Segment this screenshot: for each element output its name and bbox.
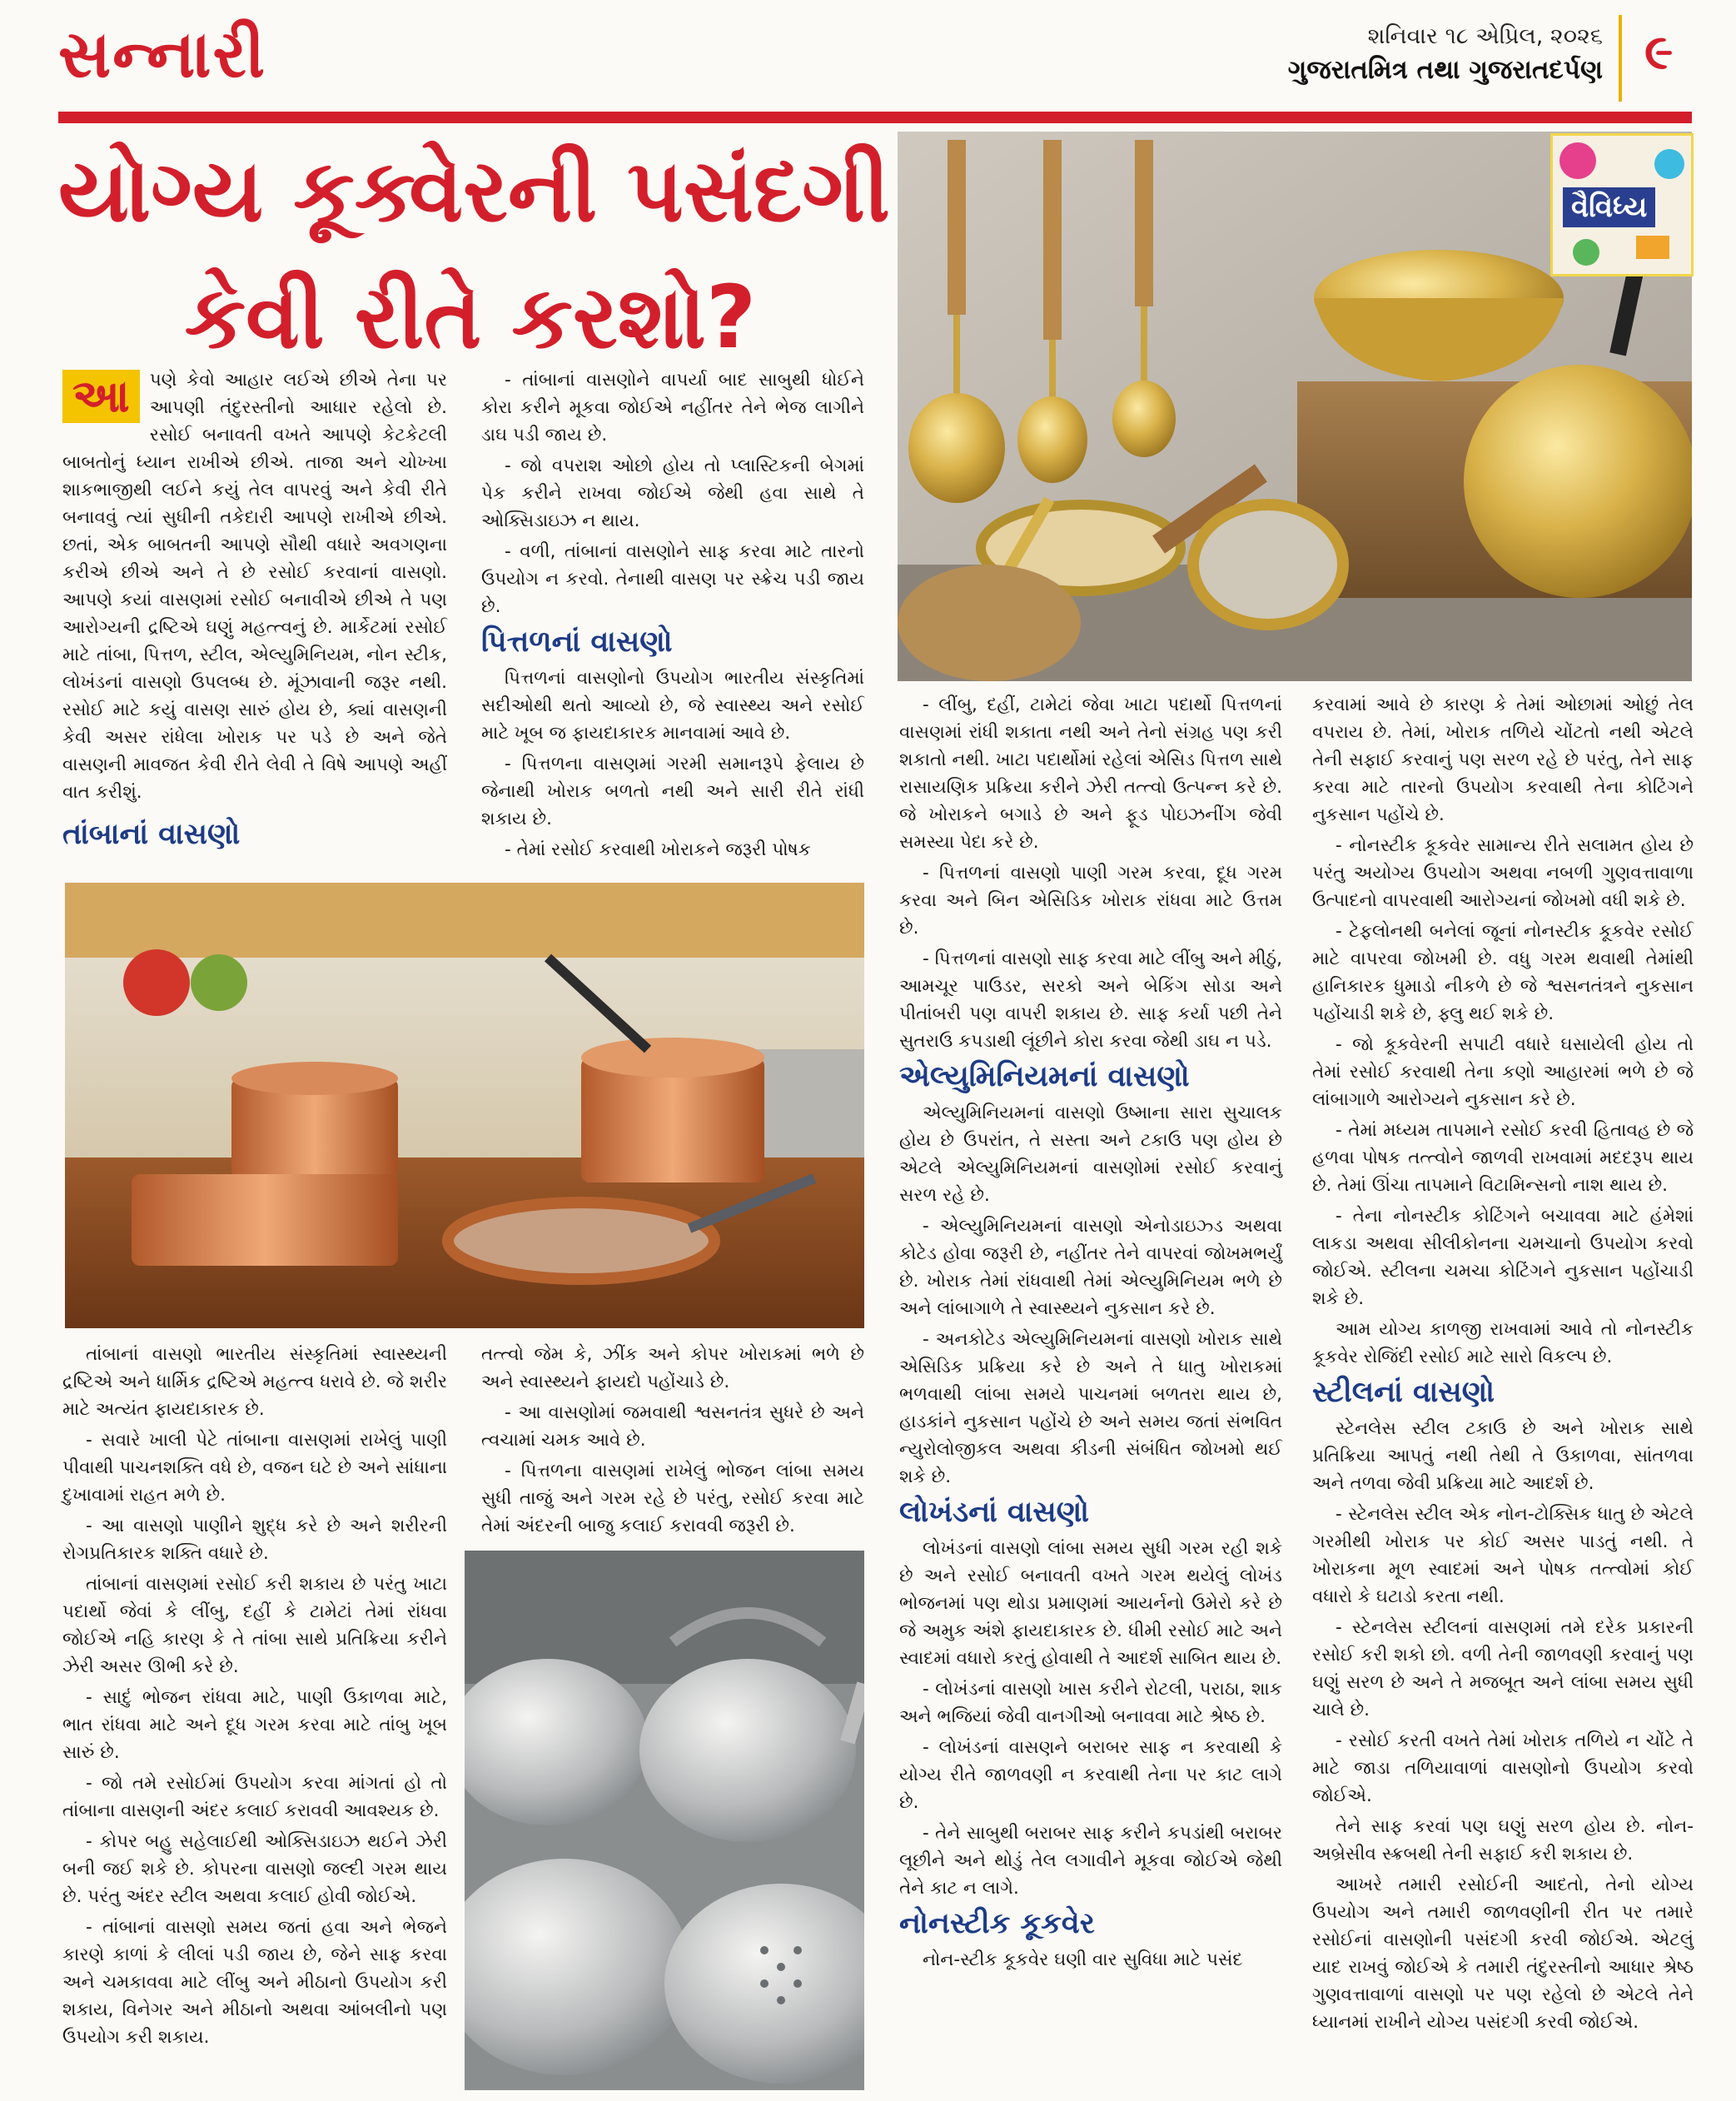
paragraph: - તેના નોનસ્ટીક કોટિંગને બચાવવા માટે હંમેશાં લાકડા અથવા સીલીકોનના ચમચાનો ઉપયોગ કરવો જોઈએ. સ્ટીલના ચમચા કોટિંગને નુકસાન પહોંચાડી શકે છે. xyxy=(1312,1206,1694,1309)
paragraph: - લીંબુ, દહીં, ટામેટાં જેવા ખાટા પદાર્થો પિત્તળનાં વાસણમાં રાંધી શકાતા નથી અને તેનો સંગ્રહ પણ કરી શકાતો નથી. ખાટા પદાર્થોમાં રહેલાં એસિડ પિત્તળ સાથે રાસાયણિક પ્રક્રિયા કરીને ઝેરી તત્ત્વો ઉત્પન્ન કરે છે. જે ખોરાકને બગાડે છે અને ફૂડ પોઇઝનીંગ જેવી સમસ્યા પેદા કરે છે. xyxy=(899,695,1282,853)
paragraph: - સ્ટેનલેસ સ્ટીલનાં વાસણમાં તમે દરેક પ્રકારની રસોઈ કરી શકો છો. વળી તેની જાળવણી કરવાનું પણ ઘણું સરળ છે અને તે મજબૂત અને લાંબા સમય સુધી ચાલે છે. xyxy=(1312,1617,1694,1720)
headline-line-2: કેવી રીતે કરશો? xyxy=(184,266,757,368)
paragraph: - કોપર બહુ સહેલાઈથી ઓક્સિડાઇઝ થઈને ઝેરી બની જઈ શકે છે. કોપરના વાસણો જલ્દી ગરમ થાય છે. પરંતુ અંદર સ્ટીલ અથવા કલાઈ હોવી જોઈએ. xyxy=(62,1831,447,1907)
paragraph: નોન-સ્ટીક કૂકવેર ઘણી વાર સુવિધા માટે પસંદ xyxy=(923,1949,1243,1970)
paragraph: - પિત્તળના વાસણમાં રાખેલું ભોજન લાંબા સમય સુધી તાજું અને ગરમ રહે છે પરંતુ, રસોઈ કરવા માટે તેમાં અંદરની બાજુ કલાઈ કરાવવી જરૂરી છે. xyxy=(481,1461,864,1536)
section-badge xyxy=(1550,133,1694,276)
paragraph: લોખંડનાં વાસણો લાંબા સમય સુધી ગરમ રહી શકે છે અને રસોઈ બનાવતી વખતે ગરમ થયેલું લોખંડ ભોજનમાં પણ થોડા પ્રમાણમાં આયર્નનો ઉમેરો કરે છે જે અમુક અંશે ફાયદાકારક છે. ધીમી રસોઈ માટે અને સ્વાદમાં વધારો કરતું હોવાથી તે આદર્શ સાબિત થાય છે. xyxy=(899,1538,1282,1669)
intro-text: પણે કેવો આહાર લઈએ છીએ તેના પર આપણી તંદુરસ્તીનો આધાર રહેલો છે. રસોઈ બનાવતી વખતે આપણે કેટકેટલી બાબતોનું ધ્યાન રાખીએ છીએ. તાજા અને ચોખ્ખા શાકભાજીથી લઈને કયું તેલ વાપરવું અને કેવી રીતે બનાવવું ત્યાં સુધીની તકેદારી આપણે રાખીએ છીએ. છતાં, એક બાબતની આપણે સૌથી વધારે અવગણના કરીએ છીએ અને તે છે રસોઈ કરવાનાં વાસણો. આપણે કયાં વાસણમાં રસોઈ બનાવીએ છીએ તે પણ આરોગ્યની દ્રષ્ટિએ ઘણું મહત્ત્વનું છે. માર્કેટમાં રસોઈ માટે તાંબા, પિત્તળ, સ્ટીલ, એલ્યુમિનિયમ, નોન સ્ટીક, લોખંડનાં વાસણો ઉપલબ્ધ છે. મૂંઝાવાની જરૂર નથી. રસોઈ માટે કયું વાસણ સારું હોય છે, ક્યાં વાસણની કેવી અસર રાંધેલા ખોરાક પર પડે છે અને જેતે વાસણની માવજત કેવી રીતે લેવી તે વિષે આપણે અહીં વાત કરીશું. xyxy=(62,370,447,803)
paragraph: - સવારે ખાલી પેટે તાંબાના વાસણમાં રાખેલું પાણી પીવાથી પાચનશક્તિ વધે છે, વજન ઘટે છે અને સાંધાના દુખાવામાં રાહત મળે છે. xyxy=(62,1430,447,1506)
badge-label: વૈવિધ્ય xyxy=(1563,187,1655,227)
column-2-bottom xyxy=(481,1341,864,1543)
headline-line-1: યોગ્ય કૂક્વેરની પસંદગી xyxy=(58,140,890,241)
paragraph: - એલ્યુમિનિયમનાં વાસણો એનોડાઇઝ્ડ અથવા કોટેડ હોવા જરૂરી છે, નહીંતર તેને વાપરવાં જોખમભર્યું છે. ખોરાક તેમાં રાંધવાથી તેમાં એલ્યુમિનિયમ ભળે છે અને લાંબાગાળે તે સ્વાસ્થ્યને નુકસાન કરે છે. xyxy=(899,1216,1282,1319)
paragraph: - તેને સાબુથી બરાબર સાફ કરીને કપડાંથી બરાબર લૂછીને અને થોડું તેલ લગાવીને મૂકવા જોઈએ જેથી તેને કાટ ન લાગે. xyxy=(899,1823,1282,1899)
paragraph: તત્ત્વો જેમ કે, ઝીંક અને કોપર ખોરાકમાં ભળે છે અને સ્વાસ્થ્યને ફાયદો પહોંચાડે છે. xyxy=(481,1344,864,1392)
paragraph: પિત્તળનાં વાસણોનો ઉપયોગ ભારતીય સંસ્કૃતિમાં સદીઓથી થતો આવ્યો છે, જે સ્વાસ્થ્ય અને રસોઈ માટે ખૂબ જ ફાયદાકારક માનવામાં આવે છે. xyxy=(481,668,864,744)
paragraph: - જો તમે રસોઈમાં ઉપયોગ કરવા માંગતાં હો તો તાંબાના વાસણની અંદર કલાઈ કરાવવી આવશ્યક છે. xyxy=(62,1773,447,1821)
column-3 xyxy=(899,691,1282,1977)
header-divider xyxy=(1619,15,1622,102)
page-number: ૯ xyxy=(1644,23,1674,80)
drop-cap: આ xyxy=(62,370,140,423)
heading-brass: પિત્તળનાં વાસણો xyxy=(481,625,673,659)
heading-nonstick: નોનસ્ટીક કૂકવેર xyxy=(899,1907,1095,1940)
paragraph: કરવામાં આવે છે કારણ કે તેમાં ઓછામાં ઓછું તેલ વપરાય છે. તેમાં, ખોરાક તળિયે ચોંટતો નથી એટલે તેની સફાઈ કરવાનું પણ સરળ રહે છે પરંતુ, તેને સાફ કરવા માટે તારનો ઉપયોગ કરવાથી તેના કોટિંગને નુકસાન પહોંચે છે. xyxy=(1312,695,1694,825)
paragraph: તેને સાફ કરવાં પણ ઘણું સરળ હોય છે. નોન-અબ્રેસીવ સ્ક્રબથી તેની સફાઈ કરી શકાય છે. xyxy=(1312,1816,1694,1865)
paragraph: આખરે તમારી રસોઈની આદતો, તેનો યોગ્ય ઉપયોગ અને તમારી જાળવણીની રીત પર તમારે રસોઈનાં વાસણોની પસંદગી કરવી જોઈએ. એટલું યાદ રાખવું જોઈએ કે તમારી તંદુરસ્તીનો આધાર શ્રેષ્ઠ ગુણવત્તાવાળાં વાસણો પર પણ રહેલો છે એટલે તેને ધ્યાનમાં રાખીને યોગ્ય પસંદગી કરવી જોઈએ. xyxy=(1312,1874,1694,2033)
paragraph: - તાંબાનાં વાસણોને વાપર્યા બાદ સાબુથી ધોઈને કોરા કરીને મૂકવા જોઈએ નહીંતર તેને ભેજ લાગીને ડાઘ પડી જાય છે. xyxy=(481,370,864,446)
header-red-rule xyxy=(58,112,1692,123)
masthead: સન્નારી xyxy=(58,17,267,92)
paragraph: - પિત્તળનાં વાસણો સાફ કરવા માટે લીંબુ અને મીઠું, આમચૂર પાઉડર, સરકો અને બેકિંગ સોડા અને પીતાંબરી પણ વાપરી શકાય છે. સાફ કર્યા પછી તેને સુતરાઉ કપડાથી લૂંછીને કોરા કરવા જેથી ડાઘ ન પડે. xyxy=(899,948,1282,1052)
aluminium-vessels-photo xyxy=(465,1551,864,2090)
column-2-top xyxy=(481,366,864,867)
column-1-bottom xyxy=(62,1341,447,2054)
heading-iron: લોખંડનાં વાસણો xyxy=(899,1496,1090,1529)
paragraph: - આ વાસણો પાણીને શુદ્ધ કરે છે અને શરીરની રોગપ્રતિકારક શક્તિ વધારે છે. xyxy=(62,1516,447,1564)
paragraph: - જો કૂકવેરની સપાટી વધારે ઘસાયેલી હોય તો તેમાં રસોઈ કરવાથી તેના કણો આહારમાં ભળે છે જે લાંબાગાળે આરોગ્યને નુકસાન કરે છે. xyxy=(1312,1034,1694,1110)
paragraph: તાંબાનાં વાસણો ભારતીય સંસ્કૃતિમાં સ્વાસ્થ્યની દ્રષ્ટિએ અને ધાર્મિક દ્રષ્ટિએ મહત્ત્વ ધરાવે છે. જે શરીર માટે અત્યંત ફાયદાકારક છે. xyxy=(62,1344,447,1420)
paragraph: - સાદું ભોજન રાંધવા માટે, પાણી ઉકાળવા માટે, ભાત રાંધવા માટે અને દૂધ ગરમ કરવા માટે તાંબુ ખૂબ સારું છે. xyxy=(62,1687,447,1763)
paragraph: - પિત્તળનાં વાસણો પાણી ગરમ કરવા, દૂધ ગરમ કરવા અને બિન એસિડિક ખોરાક રાંધવા માટે ઉત્તમ છે. xyxy=(899,863,1282,938)
paragraph: - અનકોટેડ એલ્યુમિનિયમનાં વાસણો ખોરાક સાથે એસિડિક પ્રક્રિયા કરે છે અને તે ધાતુ ખોરાકમાં ભળવાથી લાંબા સમયે પાચનમાં બળતરા થાય છે, હાડકાંને નુકસાન પહોંચે છે અને સમય જતાં સંભવિત ન્યુરોલોજીકલ અથવા કીડની સંબંધિત જોખમો થઈ શકે છે. xyxy=(899,1329,1282,1487)
paragraph: - રસોઈ કરતી વખતે તેમાં ખોરાક તળિયે ન ચોંટે તે માટે જાડા તળિયાવાળાં વાસણોનો ઉપયોગ કરવો જોઈએ. xyxy=(1312,1730,1694,1806)
paragraph: સ્ટેનલેસ સ્ટીલ ટકાઉ છે અને ખોરાક સાથે પ્રતિક્રિયા આપતું નથી તેથી તે ઉકાળવા, સાંતળવા અને તળવા જેવી પ્રક્રિયા માટે આદર્શ છે. xyxy=(1312,1418,1694,1494)
paragraph: - આ વાસણોમાં જમવાથી શ્વસનતંત્ર સુધરે છે અને ત્વચામાં ચમક આવે છે. xyxy=(481,1402,864,1451)
heading-aluminium: એલ્યુમિનિયમનાં વાસણો xyxy=(899,1060,1190,1093)
header-date: શનિવાર ૧૮ એપ્રિલ, ૨૦૨૬ xyxy=(1367,23,1603,49)
paragraph: - વળી, તાંબાનાં વાસણોને સાફ કરવા માટે તારનો ઉપયોગ ન કરવો. તેનાથી વાસણ પર સ્ક્રેચ પડી જાય છે. xyxy=(481,541,864,617)
heading-copper: તાંબાનાં વાસણો xyxy=(62,818,241,851)
paragraph: તાંબાનાં વાસણમાં રસોઈ કરી શકાય છે પરંતુ ખાટા પદાર્થો જેવાં કે લીંબુ, દહીં કે ટામેટાં તેમાં રાંધવા જોઈએ નહિ કારણ કે તે તાંબા સાથે પ્રતિક્રિયા કરીને ઝેરી અસર ઊભી કરે છે. xyxy=(62,1574,447,1677)
paragraph: - તાંબાનાં વાસણો સમય જતાં હવા અને ભેજને કારણે કાળાં કે લીલાં પડી જાય છે, જેને સાફ કરવા અને ચમકાવવા માટે લીંબુ અને મીઠાનો ઉપયોગ કરી શકાય, વિનેગર અને મીઠાનો અથવા આંબલીનો પણ ઉપયોગ કરી શકાય. xyxy=(62,1917,447,2048)
header-paper-name: ગુજરાતમિત્ર તથા ગુજરાતદર્પણ xyxy=(1287,55,1603,85)
paragraph: - તેમાં મધ્યમ તાપમાને રસોઈ કરવી હિતાવહ છે જે હળવા પોષક તત્ત્વોને જાળવી રાખવામાં મદદરૂપ થાય છે. તેમાં ઊંચા તાપમાને વિટામિન્સનો નાશ થાય છે. xyxy=(1312,1120,1694,1196)
paragraph: એલ્યુમિનિયમનાં વાસણો ઉષ્માના સારા સુચાલક હોય છે ઉપરાંત, તે સસ્તા અને ટકાઉ પણ હોય છે એટલે એલ્યુમિનિયમનાં વાસણોમાં રસોઈ કરવાનું સરળ રહે છે. xyxy=(899,1103,1282,1206)
column-4 xyxy=(1312,691,1694,2039)
paragraph: આમ યોગ્ય કાળજી રાખવામાં આવે તો નોનસ્ટીક કૂકવેર રોજિંદી રસોઈ માટે સારો વિકલ્પ છે. xyxy=(1312,1319,1694,1367)
paragraph: - જો વપરાશ ઓછો હોય તો પ્લાસ્ટિકની બેગમાં પેક કરીને રાખવા જોઈએ જેથી હવા સાથે તે ઓક્સિડાઇઝ ન થાય. xyxy=(481,456,864,531)
paragraph: - સ્ટેનલેસ સ્ટીલ એક નોન-ટોક્સિક ધાતુ છે એટલે ગરમીથી ખોરાક પર કોઈ અસર પાડતું નથી. તે ખોરાકના મૂળ સ્વાદમાં અને પોષક તત્ત્વોમાં કોઈ વધારો કે ઘટાડો કરતા નથી. xyxy=(1312,1504,1694,1607)
paragraph: - લોખંડનાં વાસણો ખાસ કરીને રોટલી, પરાઠા, શાક અને ભજિયાં જેવી વાનગીઓ બનાવવા માટે શ્રેષ્ઠ છે. xyxy=(899,1679,1282,1727)
heading-steel: સ્ટીલનાં વાસણો xyxy=(1312,1376,1495,1409)
intro-column xyxy=(62,366,447,857)
copper-pans-photo xyxy=(65,883,864,1328)
paragraph: - પિત્તળના વાસણમાં ગરમી સમાનરૂપે ફેલાય છે જેનાથી ખોરાક બળતો નથી અને સારી રીતે રાંધી શકાય છે. xyxy=(481,754,864,829)
paragraph: - નોનસ્ટીક કૂકવેર સામાન્ય રીતે સલામત હોય છે પરંતુ અયોગ્ય ઉપયોગ અથવા નબળી ગુણવત્તાવાળા ઉત્પાદનો વાપરવાથી આરોગ્યનાં જોખમો વધી શકે છે. xyxy=(1312,835,1694,911)
paragraph: - ટેફલોનથી બનેલાં જૂનાં નોનસ્ટીક કૂકવેર રસોઈ માટે વાપરવા જોખમી છે. વધુ ગરમ થવાથી તેમાંથી હાનિકારક ધુમાડો નીકળે છે જે શ્વસનતંત્રને નુકસાન પહોંચાડી શકે છે, ફ્લુ થઈ શકે છે. xyxy=(1312,921,1694,1024)
paragraph: - લોખંડનાં વાસણને બરાબર સાફ ન કરવાથી કે યોગ્ય રીતે જાળવણી ન કરવાથી તેના પર કાટ લાગે છે. xyxy=(899,1737,1282,1813)
paragraph: - તેમાં રસોઈ કરવાથી ખોરાકને જરૂરી પોષક xyxy=(505,839,811,860)
